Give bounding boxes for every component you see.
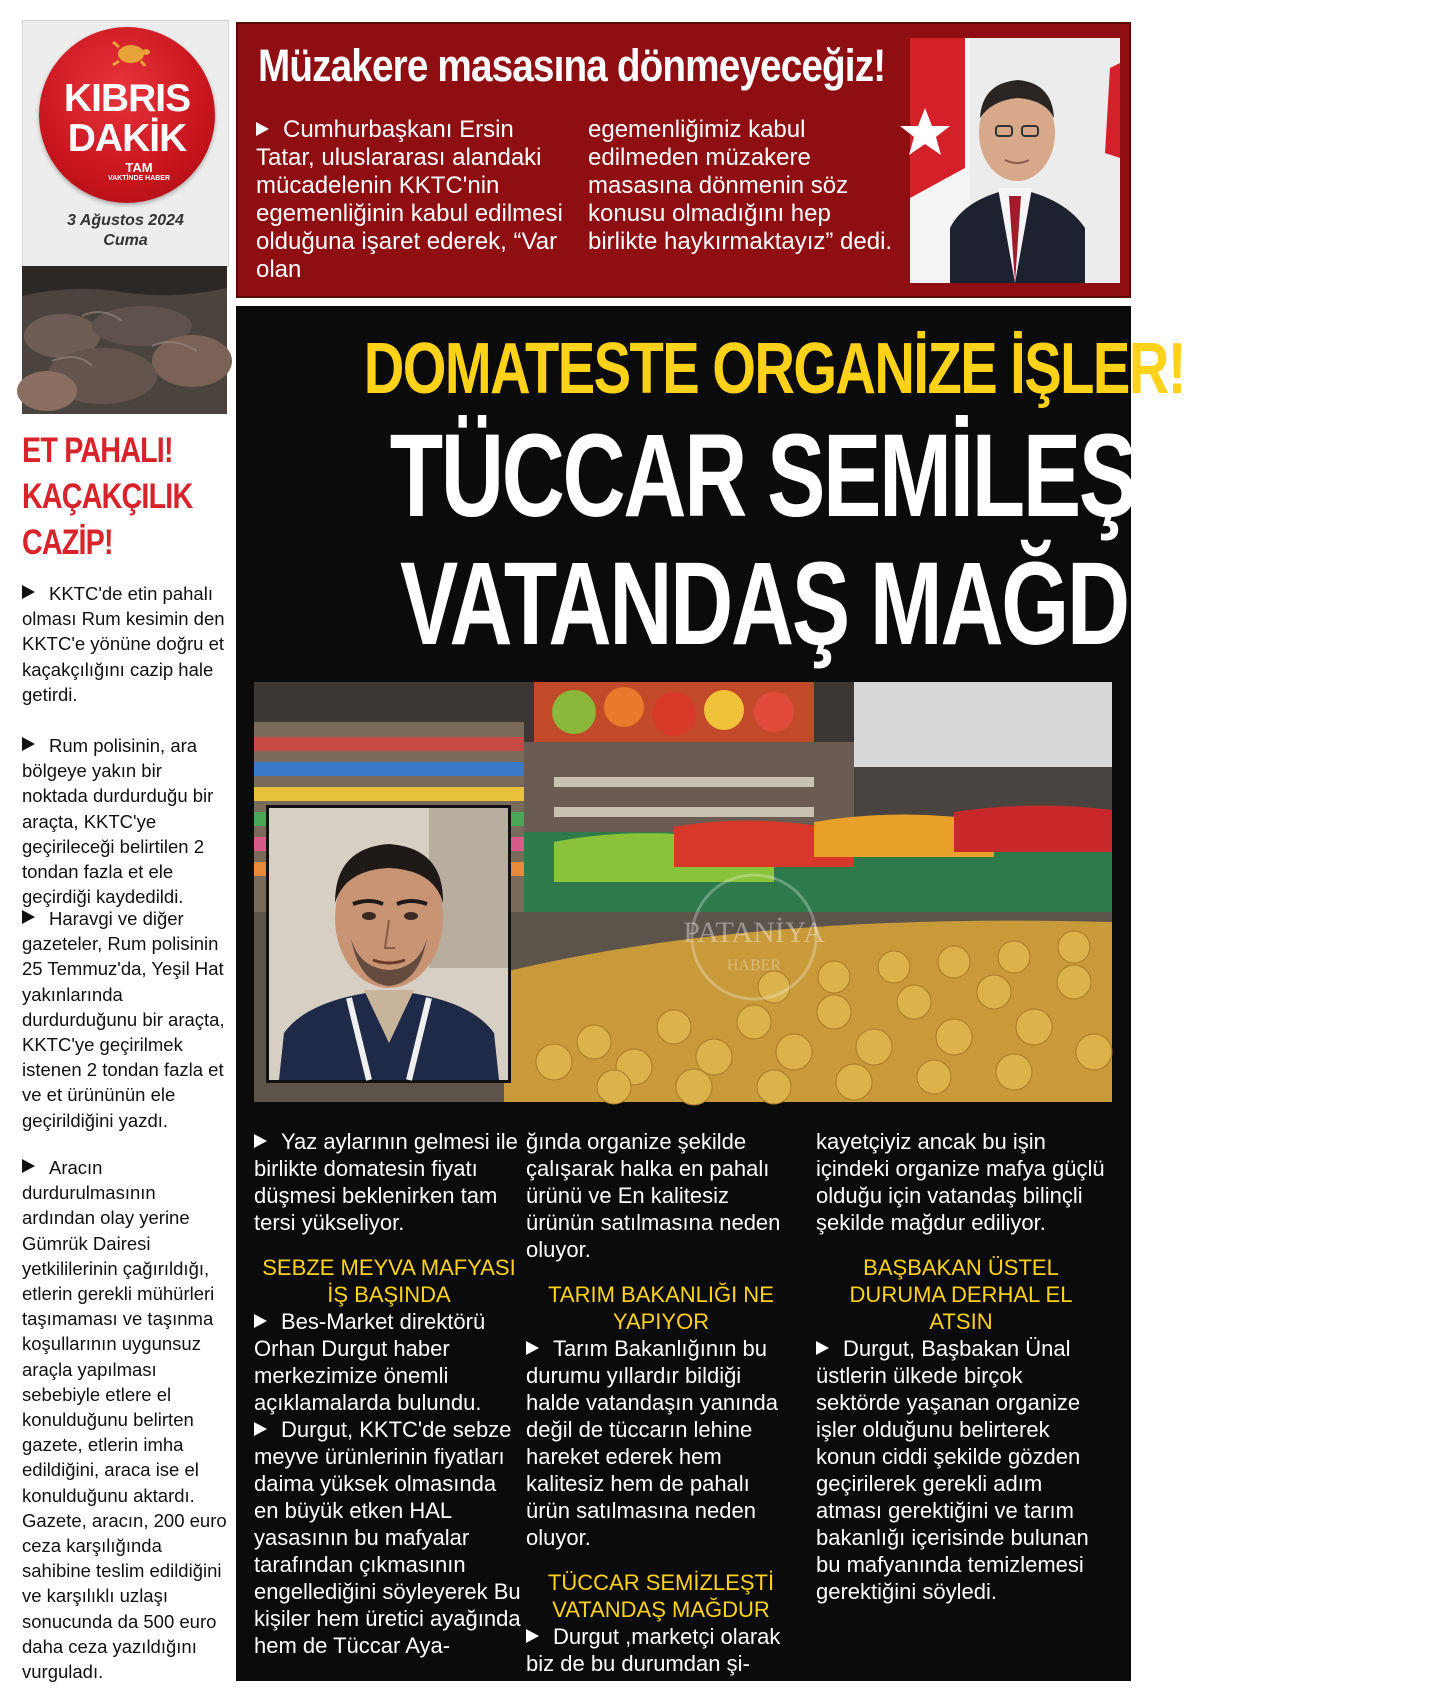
arrow-icon bbox=[816, 1341, 829, 1355]
issue-date: 3 Ağustos 2024 bbox=[67, 212, 184, 229]
main-column-2 bbox=[526, 1128, 796, 1677]
watermark-text-2: HABER bbox=[726, 957, 782, 974]
main-intro: Yaz aylarının gelmesi ile birlikte domatesin fiyatı düşmesi beklenirken tam tersi yükseliyor. bbox=[254, 1129, 518, 1235]
logo-tagline-small: VAKTİNDE HABER bbox=[107, 175, 171, 182]
side-paragraph-1: KKTC'de etin pahalı olması Rum kesimin den KKTC'e yönüne doğru et kaçakçılığını cazip hale getirdi. bbox=[22, 583, 225, 705]
top-story-column-1: Cumhurbaşkanı Ersin Tatar, uluslararası alandaki mücadelenin KKTC'nin egemenliğinin kabul edilmesi olduğuna işaret ederek, “Var olan bbox=[256, 116, 563, 283]
main-story bbox=[236, 306, 1277, 1681]
main-column-1-p2: Durgut, KKTC'de sebze meyve ürünlerinin fiyatları daima yüksek olmasında en büyük etken HAL yasasının bu mafyalar tarafından çıkmasının engellediğini söyleyerek Bu kişiler hem üretici ayağında hem de Tüccar Aya- bbox=[254, 1417, 521, 1658]
main-column-1 bbox=[254, 1128, 524, 1659]
issue-day: Cuma bbox=[103, 232, 148, 249]
side-paragraph-2: Rum polisinin, ara bölgeye yakın bir noktada durdurduğu bir araçta, KKTC'ye geçirileceği belirtilen 2 tondan fazla et ele geçirdiği kaydedildi. bbox=[22, 735, 214, 908]
side-paragraph-3: Haravgi ve diğer gazeteler, Rum polisinin 25 Temmuz'da, Yeşil Hat yakınlarında durdurduğunu bir araçta, KKTC'ye geçirilmek istenen 2 tondan fazla et ve et ürününün ele geçirildiğini yazdı. bbox=[22, 908, 225, 1131]
side-headline-line3: CAZİP! bbox=[22, 523, 113, 562]
masthead bbox=[22, 20, 229, 267]
side-headline-line1: ET PAHALI! bbox=[22, 431, 173, 470]
main-column-3-p1: Durgut, Başbakan Ünal üstlerin ülkede birçok sektörde yaşanan organize işler olduğunu belirterek konun ciddi şekilde gözden geçirilerek gerekli adım atması gerektiğini ve tarım bakanlığı içerisinde bulunan bu mafyanında temizlemesi gerektiğini söyledi. bbox=[816, 1336, 1089, 1604]
arrow-icon bbox=[526, 1341, 539, 1355]
logo-text-kibris: KIBRIS bbox=[63, 77, 191, 120]
main-column-2-continuation: ğında organize şekilde çalışarak halka en pahalı ürünü ve En kalitesiz ürünün satılmasına neden oluyor. bbox=[526, 1129, 781, 1262]
arrow-icon bbox=[526, 1629, 539, 1643]
subhead-tarim-bakanligi: TARIM BAKANLIĞI NE YAPIYOR bbox=[548, 1282, 774, 1334]
subhead-tuccar-semizlesti: TÜCCAR SEMİZLEŞTİ VATANDAŞ MAĞDUR bbox=[547, 1570, 775, 1622]
watermark bbox=[644, 862, 864, 1012]
top-story-column-2: egemenliğimiz kabul edilmeden müzakere masasına dönmenin söz konusu olmadığını hep birlikte haykırmaktayız” dedi. bbox=[588, 116, 893, 255]
logo bbox=[39, 27, 215, 203]
arrow-icon bbox=[254, 1422, 267, 1436]
arrow-icon bbox=[22, 585, 35, 599]
market-photo bbox=[254, 682, 1112, 1102]
side-paragraph-4: Aracın durdurulmasının ardından olay yerine Gümrük Dairesi yetkililerinin çağırıldığı, etlerin gerekli mühürleri taşımaması ve taşınma koşullarının uygunsuz araçla yapılması sebebiyle etlere el konulduğunu belirten gazete, etlerin imha edildiğini, araca ise el konulduğunu aktardı. Gazete, aracın, 200 euro ceza karşılığında sahibine teslim edildiğini ve karşılıklı uzlaşı sonucunda da 500 euro daha ceza yazıldığını vurguladı. bbox=[22, 1157, 227, 1683]
side-headline bbox=[22, 428, 194, 566]
meat-photo bbox=[22, 266, 227, 414]
arrow-icon bbox=[254, 1314, 267, 1328]
arrow-icon bbox=[22, 910, 35, 924]
main-kicker: DOMATESTE ORGANİZE İŞLER! bbox=[363, 329, 1185, 409]
subhead-sebze-meyva: SEBZE MEYVA MAFYASI İŞ BAŞINDA bbox=[262, 1255, 516, 1307]
main-column-2-p1: Tarım Bakanlığının bu durumu yıllardır bildiği halde vatandaşın yanında değil de tüccarın lehine hareket ederek hem kalitesiz hem de pahalı ürün satılmasına neden oluyor. bbox=[526, 1336, 778, 1550]
logo-tagline: TAM bbox=[125, 160, 153, 175]
side-headline-line2: KAÇAKÇILIK bbox=[22, 477, 193, 516]
watermark-text: PATANİYA bbox=[683, 916, 825, 949]
top-story-title: Müzakere masasına dönmeyeceğiz! bbox=[258, 40, 886, 91]
main-column-3-continuation: kayetçiyiz ancak bu işin içindeki organize mafya güçlü olduğu için vatandaş bilinçli şekilde mağdur ediliyor. bbox=[816, 1129, 1105, 1235]
arrow-icon bbox=[254, 1134, 267, 1148]
logo-text-dakik: DAKİK bbox=[67, 117, 187, 160]
arrow-icon bbox=[22, 1159, 35, 1173]
turtle-icon bbox=[111, 39, 151, 67]
arrow-icon bbox=[22, 737, 35, 751]
main-column-2-p2: Durgut ,marketçi olarak biz de bu durumdan şi- bbox=[526, 1624, 781, 1676]
orhan-durgut-photo bbox=[266, 805, 511, 1083]
main-column-3 bbox=[816, 1128, 1106, 1605]
arrow-icon bbox=[256, 122, 269, 136]
main-column-1-p1: Bes-Market direktörü Orhan Durgut haber merkezimize önemli açıklamalarda bulundu. bbox=[254, 1309, 486, 1415]
main-headline-line2: VATANDAŞ MAĞDUR! bbox=[399, 538, 1277, 670]
ersin-tatar-photo bbox=[910, 38, 1120, 283]
subhead-basbakan-ustel: BAŞBAKAN ÜSTEL DURUMA DERHAL EL ATSIN bbox=[849, 1255, 1073, 1334]
top-story bbox=[236, 22, 1131, 298]
main-headline-line1: TÜCCAR SEMİLEŞTİ bbox=[389, 410, 1209, 542]
